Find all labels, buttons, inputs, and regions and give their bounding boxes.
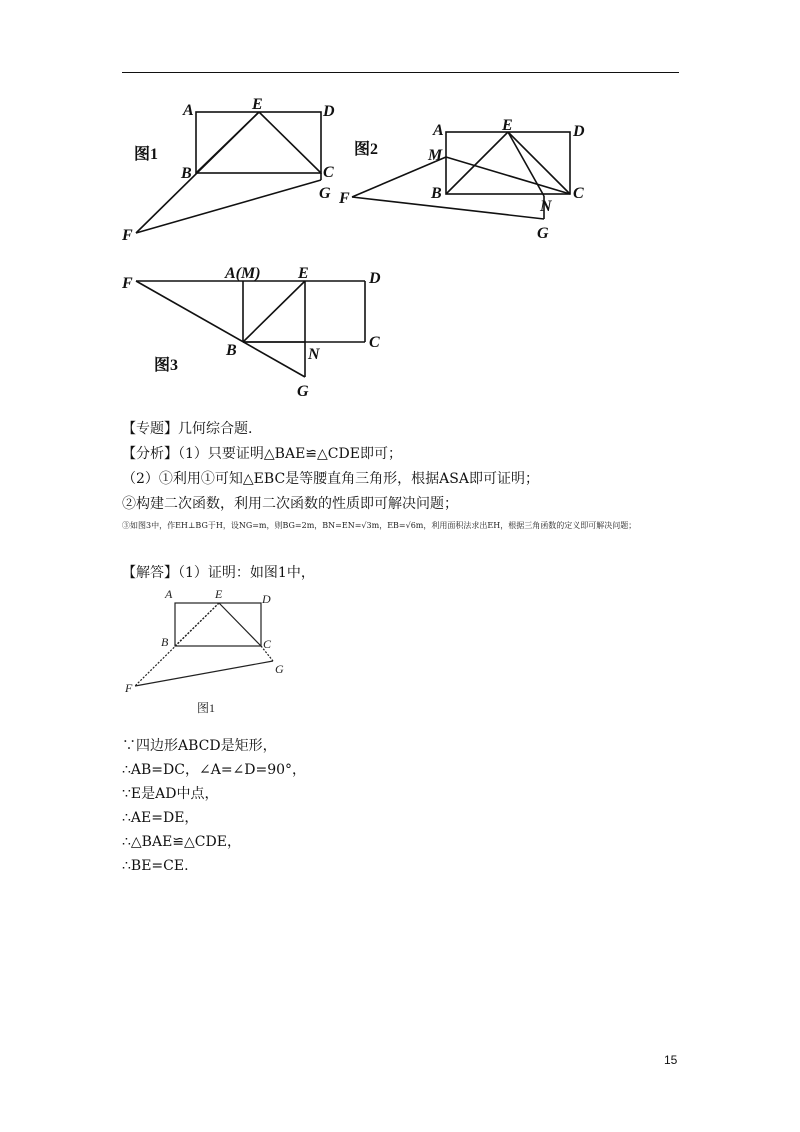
label-a: A	[165, 587, 173, 601]
topic-line: 【专题】几何综合题.	[122, 421, 253, 437]
label-f: F	[125, 681, 133, 695]
proof-line-4: ∴AE=DE，	[122, 810, 199, 826]
proof-line-2: ∴AB=DC，∠A=∠D=90°，	[122, 762, 307, 778]
rectangle-abcd	[175, 603, 261, 646]
label-e: E	[298, 265, 309, 282]
label-b: B	[161, 635, 169, 649]
label-g: G	[319, 185, 331, 202]
label-a: A	[433, 122, 444, 139]
label-n: N	[308, 346, 320, 363]
analysis-line-1: 【分析】（1）只要证明△BAE≌△CDE即可；	[122, 446, 402, 462]
label-f: F	[122, 275, 133, 292]
label-c: C	[263, 637, 272, 651]
label-d: D	[323, 103, 335, 120]
label-c: C	[323, 164, 334, 181]
figure-2-caption: 图2	[354, 141, 379, 158]
proof-line-3: ∵E是AD中点，	[122, 786, 219, 802]
label-g: G	[297, 383, 309, 400]
label-e: E	[215, 587, 223, 601]
solution-heading: 【解答】（1）证明：如图1中，	[122, 565, 315, 581]
analysis-line-2: （2）①利用①可知△EBC是等腰直角三角形，根据ASA即可证明；	[122, 471, 539, 487]
figure-1-caption: 图1	[134, 146, 159, 163]
label-d: D	[573, 123, 585, 140]
label-a: A	[183, 102, 194, 119]
proof-line-6: ∴BE=CE.	[122, 858, 189, 874]
proof-line-5: ∴△BAE≌△CDE，	[122, 834, 241, 850]
label-b: B	[181, 165, 192, 182]
label-d: D	[369, 270, 381, 287]
segment-ce	[219, 603, 261, 646]
label-c: C	[369, 334, 380, 351]
proof-line-1: ∵四边形ABCD是矩形，	[122, 738, 277, 754]
label-e: E	[252, 96, 263, 113]
analysis-line-4: ③如图3中，作EH⊥BG于H，设NG=m，则BG=2m，BN=EN=√3m，EB=√6m，利用面积法求出EH，根据三角函数的定义即可解决问题；	[122, 521, 637, 530]
label-m: M	[428, 147, 443, 164]
label-g: G	[537, 225, 549, 242]
label-d: D	[262, 592, 271, 606]
figure-3-caption: 图3	[154, 357, 179, 374]
label-n: N	[540, 198, 552, 215]
label-a-m: A(M)	[225, 265, 261, 282]
label-e: E	[502, 117, 513, 134]
label-b: B	[431, 185, 442, 202]
label-f: F	[339, 190, 350, 207]
label-g: G	[275, 662, 284, 676]
label-c: C	[573, 185, 584, 202]
page-number: 15	[664, 1053, 678, 1067]
analysis-line-3: ②构建二次函数，利用二次函数的性质即可解决问题；	[122, 496, 458, 512]
figure-solution-caption: 图1	[197, 701, 216, 715]
segment-be	[175, 603, 219, 646]
label-b: B	[226, 342, 237, 359]
label-f: F	[122, 227, 133, 244]
